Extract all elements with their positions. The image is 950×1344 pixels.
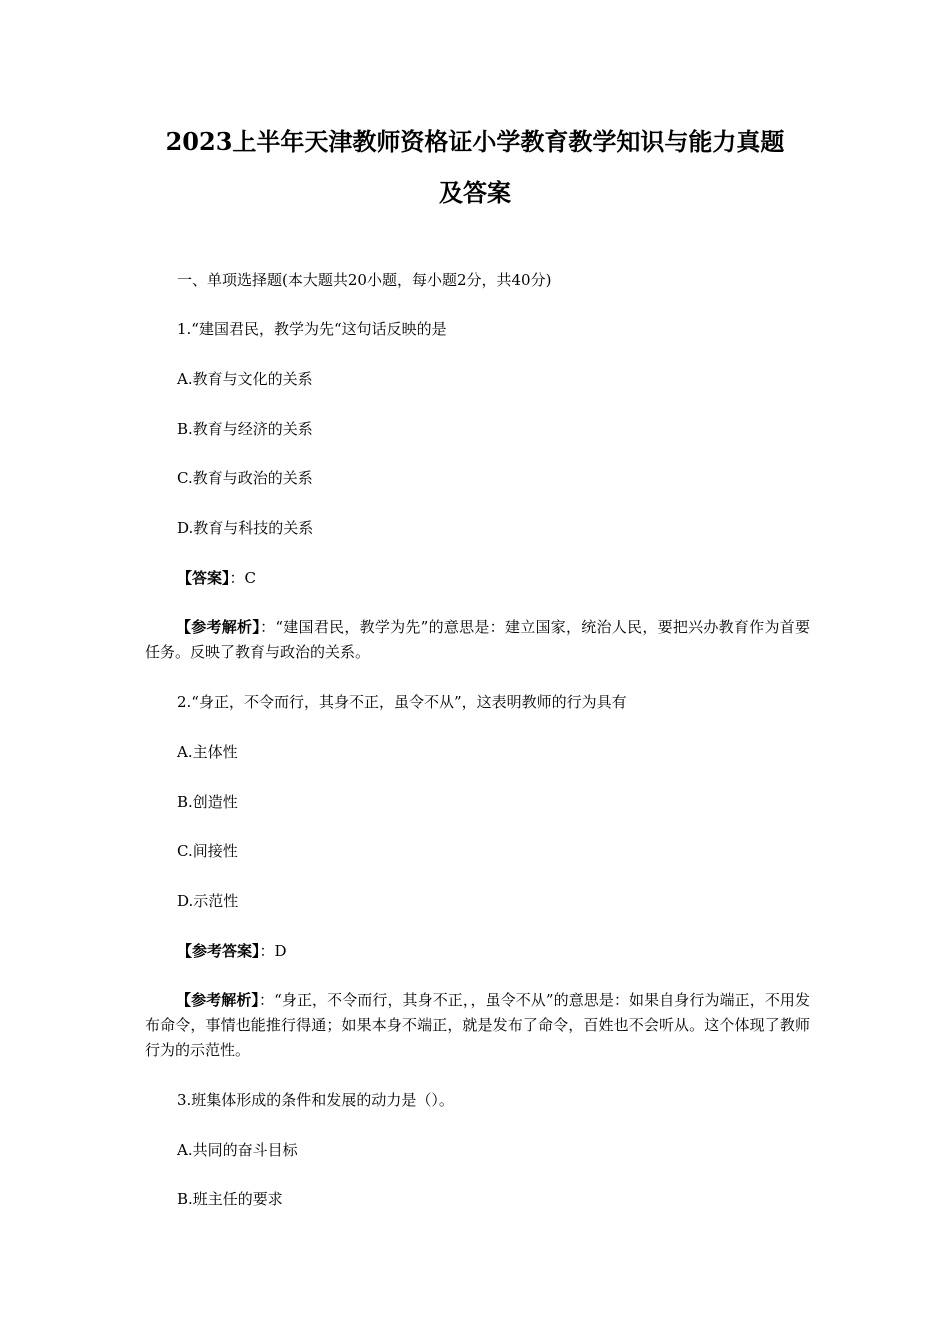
question-2-answer-label: 【参考答案】	[177, 942, 260, 960]
question-1-analysis	[145, 615, 810, 665]
question-3-option-b: B.班主任的要求	[177, 1190, 283, 1208]
question-2-analysis-label: 【参考解析】	[176, 991, 260, 1009]
question-1-option-c: C.教育与政治的关系	[177, 469, 313, 487]
question-2-stem: 2.“身正，不令而行，其身不正，虽令不从”，这表明教师的行为具有	[177, 693, 627, 711]
question-2-option-d: D.示范性	[177, 892, 239, 910]
question-2-analysis-text: ：“身正，不令而行，其身不正，，虽令不从”的意思是：如果自身行为端正，不用发布命令，事情也能推行得通；如果本身不端正，就是发布了命令，百姓也不会听从。这个体现了教师行为的示范性。	[145, 991, 810, 1059]
question-3-stem: 3.班集体形成的条件和发展的动力是（）。	[177, 1091, 454, 1109]
question-1-stem: 1.“建国君民，教学为先“这句话反映的是	[177, 320, 447, 338]
question-1-answer-value: ：C	[229, 569, 256, 587]
question-2-option-a: A.主体性	[177, 743, 238, 761]
question-1-answer	[177, 567, 256, 589]
question-2-analysis	[145, 988, 810, 1063]
question-1-analysis-text: ：“建国君民，教学为先”的意思是：建立国家，统治人民，要把兴办教育作为首要任务。反映了教育与政治的关系。	[145, 618, 810, 661]
question-1-answer-label: 【答案】	[177, 569, 230, 587]
section-heading: 一、单项选择题(本大题共20小题，每小题2分，共40分)	[177, 271, 552, 289]
question-1-option-a: A.教育与文化的关系	[177, 370, 313, 388]
question-1-analysis-label: 【参考解析】	[176, 618, 261, 636]
document-title-line-1: 2023上半年天津教师资格证小学教育教学知识与能力真题	[165, 127, 785, 156]
question-2-option-b: B.创造性	[177, 793, 238, 811]
question-2-option-c: C.间接性	[177, 842, 238, 860]
question-1-option-d: D.教育与科技的关系	[177, 519, 314, 537]
document-title-line-2: 及答案	[439, 178, 511, 207]
question-2-answer-value: ：D	[259, 942, 287, 960]
question-2-answer	[177, 940, 287, 962]
question-3-option-a: A.共同的奋斗目标	[177, 1141, 298, 1159]
question-1-option-b: B.教育与经济的关系	[177, 420, 313, 438]
